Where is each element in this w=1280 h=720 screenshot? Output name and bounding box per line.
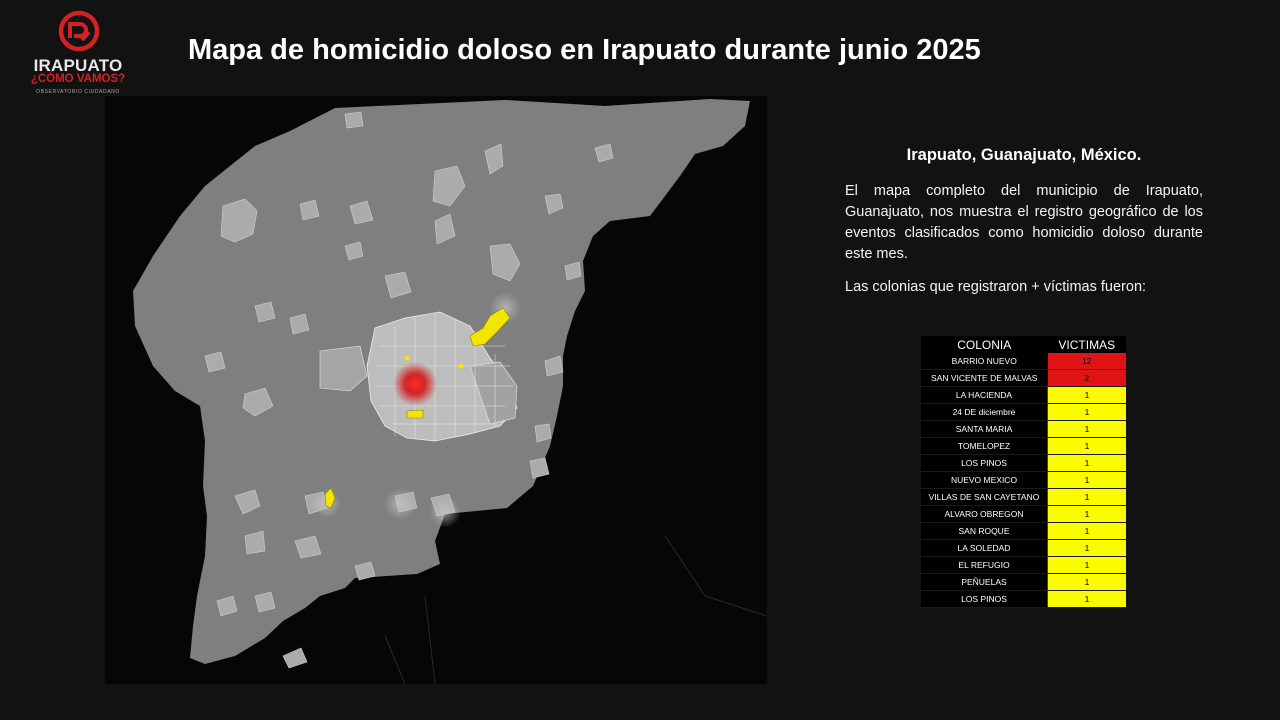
table-row [921, 404, 1126, 421]
neighbor-boundary [385, 536, 767, 684]
colonia-cell: BARRIO NUEVO [921, 353, 1048, 370]
colonia-cell: SAN ROQUE [921, 523, 1048, 540]
colonia-cell: 24 DE diciembre [921, 404, 1048, 421]
hotspot-barrio-nuevo [393, 362, 437, 406]
victimas-cell: 1 [1048, 591, 1127, 608]
victimas-cell: 1 [1048, 506, 1127, 523]
table-row [921, 421, 1126, 438]
colonia-cell: LOS PINOS [921, 591, 1048, 608]
logo-title: IRAPUATO [33, 56, 123, 75]
column-header-victimas: VICTIMAS [1048, 336, 1127, 353]
colonia-cell: LOS PINOS [921, 455, 1048, 472]
locality [345, 112, 363, 128]
colonia-cell: TOMELOPEZ [921, 438, 1048, 455]
colonia-cell: SANTA MARIA [921, 421, 1048, 438]
table-row [921, 557, 1126, 574]
victimas-cell: 1 [1048, 489, 1127, 506]
table-header-row [921, 336, 1126, 353]
event-point [459, 364, 464, 369]
table-row [921, 353, 1126, 370]
locality [530, 458, 549, 478]
logo-subtitle: ¿CÓMO VAMOS? [30, 73, 126, 85]
colonia-cell: VILLAS DE SAN CAYETANO [921, 489, 1048, 506]
table-row [921, 540, 1126, 557]
victimas-cell: 1 [1048, 523, 1127, 540]
locality [255, 592, 275, 612]
victimas-cell: 1 [1048, 540, 1127, 557]
map-svg [105, 96, 767, 684]
colonia-cell: EL REFUGIO [921, 557, 1048, 574]
colonia-cell: PEÑUELAS [921, 574, 1048, 591]
victimas-cell: 1 [1048, 455, 1127, 472]
victimas-cell: 1 [1048, 557, 1127, 574]
table-row [921, 506, 1126, 523]
victimas-cell: 2 [1048, 370, 1127, 387]
victimas-cell: 1 [1048, 421, 1127, 438]
victimas-cell: 1 [1048, 438, 1127, 455]
locality [255, 302, 275, 322]
table-row [921, 438, 1126, 455]
page-title: Mapa de homicidio doloso en Irapuato durante junio 2025 [188, 34, 981, 66]
locality [283, 648, 307, 668]
table-row [921, 455, 1126, 472]
event-point [405, 356, 410, 361]
victimas-cell: 1 [1048, 574, 1127, 591]
colonia-cell: ALVARO OBREGON [921, 506, 1048, 523]
list-intro: Las colonias que registraron + víctimas fueron: [845, 279, 1147, 295]
victims-table-body [921, 353, 1126, 608]
victims-table [921, 336, 1126, 608]
municipality-map [105, 96, 767, 684]
logo-tagline: OBSERVATORIO CIUDADANO [36, 89, 120, 95]
victimas-cell: 12 [1048, 353, 1127, 370]
column-header-colonia: COLONIA [921, 336, 1048, 353]
table-row [921, 472, 1126, 489]
victimas-cell: 1 [1048, 472, 1127, 489]
table-row [921, 489, 1126, 506]
victimas-cell: 1 [1048, 387, 1127, 404]
colonia-cell: SAN VICENTE DE MALVAS [921, 370, 1048, 387]
victimas-cell: 1 [1048, 404, 1127, 421]
table-row [921, 591, 1126, 608]
table-row [921, 370, 1126, 387]
colonia-cell: LA SOLEDAD [921, 540, 1048, 557]
table-row [921, 387, 1126, 404]
table-row [921, 574, 1126, 591]
logo-mark-icon [58, 10, 100, 52]
table-row [921, 523, 1126, 540]
logo [22, 10, 134, 96]
colonia-cell: NUEVO MEXICO [921, 472, 1048, 489]
colonia-cell: LA HACIENDA [921, 387, 1048, 404]
hotspot-glow [429, 496, 461, 528]
hotspot-glow [384, 488, 416, 520]
map-description: El mapa completo del municipio de Irapuato, Guanajuato, nos muestra el registro geográfico de los eventos clasificados como homicidio doloso durante este mes. [845, 183, 1203, 262]
location-heading: Irapuato, Guanajuato, México. [906, 146, 1142, 164]
locality [205, 352, 225, 372]
event-colonia [407, 410, 423, 418]
